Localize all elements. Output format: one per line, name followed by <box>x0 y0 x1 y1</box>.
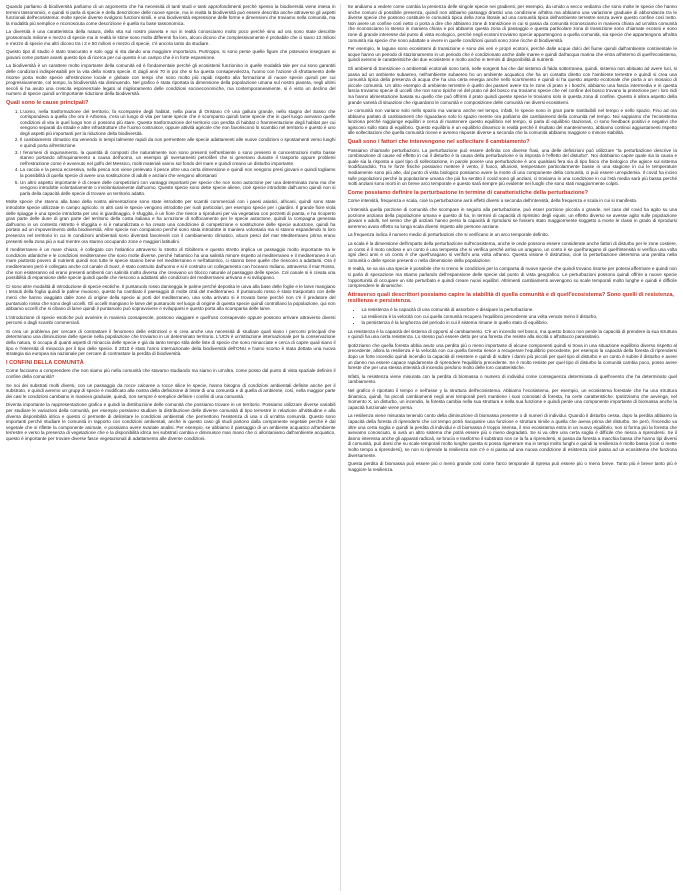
right-column <box>348 4 678 891</box>
paragraph: Il mediterraneo è un mare chiuso, è collegato con l'atlantico attraverso lo stretto di Gibilterra e questo stretto implica un passaggio molto importante tra le condizioni atlantiche e le condizioni mediterranee che sono molte diverse, perché l'atlantico ha una salinità minore rispetto al mediterraneo e il mediterraneo è un mare piuttosto povero di nutrienti quindi non tutte le specie stanno bene nel mediterraneo e nell'atlantico, ci stanno bene quelle che riescono a adattarsi. Ora il mediterraneo però è collegato anche col canale di Suez, è stato costruito dall'uomo e si è costruito un collegamento con l'oceano Indiano, attraverso il mar Rosso, che non esisteranno ed erano presenti ambienti con salinità molto diversa che creavano un blocco naturale al passaggio delle specie. Col canale si è creata una possibilità di espansione delle specie quindi quelle che riescono a adattarsi alle condizioni del mediterraneo arrivano e si sviluppano. <box>6 247 336 281</box>
section-heading-causes: Quali sono le cause principali? <box>6 99 89 106</box>
paragraph: La frequenza indica il numero medio di perturbazioni che si verificano in un arco temporale definito. <box>347 232 549 238</box>
paragraph: La scala è la dimensione dell'impatto della perturbazione sull'ecosistema, anche le onde possono essere considerate anche fattori di disturbo per le zone costiere, un conto è il moto ondoso e un conto è una tempesta che si verifica perché arriva un uragano, un conto è se quell'uragano di quell'intensità si verifica una volta ogni dieci anni e un conto è che quell'uragano si verifichi una volta all'anno. Questa visione è distruttiva, cioè la perturbazione determina una perdita nella comunità o delle specie presenti o nella dimensione della popolazione. <box>347 240 677 263</box>
paragraph: Quando parliamo di biodiversità parliamo di un argomento che ha necessità di tanti studi e tanti approfondimenti perché spesso la biodiversità viene intesa in termini tassonomici, e quindi si parla di specie e della descrizione delle nuove specie, ma in realtà la biodiversità può essere descritta anche attraverso gli aspetti funzionali dell'ecosistema: molte specie diverse svolgono funzioni simili, e una biodiversità espressione delle forme e dimensioni che troviamo nella comunità, ma la modalità più semplice e riconosciuta come descrizione è quella su base tassonomica. <box>6 4 336 26</box>
paragraph: Infatti, la resistenza viene misurata con la perdita di biomassa o numero di individui come conseguenza determinata di quell'evento che ha determinato quel cambiamento. <box>347 373 677 385</box>
section-heading-stability: Attraverso quali descrittori possiamo capire la stabilità di quella comunità e di quell'ecosistema? Sono quelli di resistenza, resilienza e persistenza. <box>347 291 674 305</box>
paragraph: Ci sono altre modalità di introduzione di specie esotiche. Il puntaruolo rosso danneggia le palme perché deposita le uova alla base delle foglie e le larve mangiano i tessuti della foglia quindi le palme muoiono, questo ha cambiato il paesaggio di molte città del mediterraneo. Il puntaruolo rosso è stato trasportato con delle merci che hanno viaggiato dalle zone di origine della specie ai porti del mediterraneo, una volta arrivato si è trovato bene perché non c'è il predatore del puntaruolo rosso che sono degli uccelli. Gli uccelli mangiano le larve del puntaruolo nel luogo di origine di questa specie quindi controllano la popolazione, qui non abbiamo uccelli che si cibano di larve quindi il puntaruolo può sopravvivere e svilupparsi e questo porta alla scomparsa delle larve. <box>6 283 336 312</box>
paragraph: Gli ambienti di transizione o ambientali ecotonali sono tanti, nelle sorgenti hai che dal sistema di falda sotterranea, quindi, sistema non abituato ad avere luci, si passa ad un ambiente subaereo, nell'ambiente subaereo ho un ambiente acquatico che ha un contatto diretto con l'ambiente terrestre e quindi si crea una comunità tipica della presenza di acqua che ha una certa energia anche nello scorrimento e quindi si ha questo aspetto ecotonale che porta a un mosaico di piccole comunità. Un altro esempio di ambiente terrestre è quello dei passeri avere tra le zone di prato e i boschi, abbiamo una fascia intermedia e in questa fascia troviamo specie di uccelli che non sono tipiche né del prato né del bosco ma troviamo specie che nel confine del bosco trovano la protezione per i loro nidi ma hanno alimentazione basata su quello che può offrirmi il prato quindi queste specie le troviamo solo in questa zona di confine. Questo è allora aspetto della grande varietà di situazioni che riguardano le comunità e composizione delle comunità nei diversi ecosistemi. <box>347 65 677 105</box>
paragraph: Le comunità non variano solo nello spazio ma variano anche nel tempo, infatti, le specie sono in gran parte sostituibili nel tempo e nello spazio. Fino ad ora abbiamo parlato di cambiamenti che riguardano solo lo spazio mentre ora parliamo dei cambiamenti della comunità nel tempo. Noi sappiamo che l'ecosistema funziona perché raggiunge equilibri e cerca di mantenere questo equilibrio nel tempo, si parla di equilibrio stazionari, ci sono feedback positivi e negativi che agiscono sullo stato di equilibrio. Questo equilibrio è un equilibrio dinamico in realtà perché il risultato del mantenimento, abbiamo continui aggiustamenti rispetto alle sollecitazioni che quella comunità riceve e avremo risposte diverse a seconda che la comunità abbiamo maggiore o minore stabilità. <box>347 108 677 136</box>
left-column <box>6 4 336 891</box>
paragraph: La resistenza è la capacità del sistema di opporsi al cambiamento. C'è un incendio nel bosco, ma questo bosco non perde la capacità di prendere la sua struttura e quindi ha una certa resistenza. Lo stesso può essere detto per una foresta che resiste alla siccità o all'attacco parassitario. <box>347 328 677 340</box>
paragraph: Molte specie che stanno alla base della nostra alimentazione sono state introdotte per scambi commerciali con i paesi asiatici, africani, quindi sono state introdotte specie utilizzate in campo agricolo. In altri casi le specie vengono introdotte per ruoli particolari, per esempio specie per i giardini. Il grande fiore viola delle spiagge è una specie introdotta per uso in giardinaggio, è sfuggita, è un fiore che riesce a riprodursi per via vegetativa con pezzetti di pianta, e ha ricoperto gran parte delle dune di gran parte del territorio della costa italiana e ha un'azione di soffocamento per le specie autoctone, quindi la compagna generata dall'uomo in un contesto ristretto è sfuggita e si è naturalizzata e ha creato una condizione di competizione e sostituzione delle specie autoctone, quindi ha portato ad un impoverimento della biodiversità. Altre specie non compaiono perché sono stata introdotte in maniera volontaria ma si stanno espandendo lo loro presenza nel territorio in cui le condizioni ambientali sono diventati favorevoli con il cambiamento climatico, alcuni pesci del mar Mediterraneo prima erano presenti nella zona più a sud mentre ora stanno occupando zone e maggiori latitudini. <box>6 199 336 244</box>
stability-list <box>348 307 678 326</box>
list-item: • La resistenza è la capacità di una comunità di assorbire o dissipare la perturbazione. <box>362 307 678 313</box>
paragraph: In realtà, se va via una specie è possibile che si creino le condizioni per la comparsa di nuove specie che quindi trovano risorse per poterai affermare e quindi non si parla di specazione ma stiamo parlando dell'espansione delle specie dal punto di vista geografico. Le perturbazioni possono quindi offrire a nuove specie l'opportunità di occupare un sito perturbato e quindi creare nuovi equilibri. Altrimenti cambiamenti avvengono su scale temporali molto lunghe e quindi è difficile comprendere le dinamiche. <box>347 266 677 289</box>
list-item: • la persistenza è la lunghezza del periodo in cui il sistema rimane in quello stato di equilibrio. <box>362 320 678 326</box>
paragraph: Questa perdita di biomassa può essere più o meno grande così come l'arco temporale di ripresa può essere più o meno breve. Tanto più è breve tanto più è maggiore la resilienza. <box>347 461 677 472</box>
list-item: • La resilienza è la velocità con cui quella comunità recupera l'equilibrio precedente una volta venuto meno il disturbo, <box>362 314 678 320</box>
paragraph: Questo tipo di studio è stato trascurato e solo oggi si sta dando una maggiore importanza. Purtroppo, si sono perse quelle figure che potevano insegnare ai giovani come portare avanti questo tipo di ricerca per cui questo è un campo che è in forte espansione. <box>6 49 336 60</box>
column-divider <box>340 4 341 891</box>
paragraph: Ipotizziamo che quella foresta abbia avuto una perdita più o meno importante di alcune componenti quindi si trova in una situazione equilibrio diverso rispetto al precedente, allora la resilienza è la velocità con cui quella foresta riesce a recuperare l'equilibrio precedente, per esempio la capacità della foresta di riprendersi dopo un forte incendio quindi incendio la capacità di resistere e quindi di subire i danni più piccoli per quel tipo di disturbo e un conto è subire il disturbo e avere un danno ma essere capace rapidamente di riprendere l'equilibrio precedente. Se è molto resiste per quel tipo di disturbo la comunità cambia poco, posso avere foreste che per una stessa intensità di incendio perdono molto delle loro caratteristiche. <box>347 342 677 371</box>
paragraph: La biodiversità è un carattere molto importante della comunità ed è fondamentale perché gli ecosistemi funzionino in quelle modalità tale per cui sono garantiti delle condizioni indispensabili per la vita della nostra specie. E dagli anni 70 in poi che si ha questa consapevolezza, l'uomo con l'azione di sfruttamento delle risorse porta molte specie all'estinzione locale e globale con tempi che sono molto più rapidi rispetto alla formazione di nuove specie quindi per cui progressivamente, col tempo, la biodiversità sta diminuendo. Nel grafico è stata riportata la dimensione della popolazione umana sul nostro pianeta, negli ultimi secoli si ha avuto una crescita esponenziale legato al miglioramento delle condizioni socioeconomiche, ma contemporaneamente, si è visto un declino del numero di specie quindi un'importante riduzione della biodiversità. <box>6 63 336 97</box>
paragraph: L'introduzione di specie esotiche può avvenire in maniera consapevole, possono viaggiare e quell'uso consapevole oppure possono arrivare attraverso diversi percorsi o dagli scambi commerciali. <box>6 314 336 326</box>
list-item: 1. L'uomo, nella trasformazione del territorio, fa scomparire degli habitat, nella piana di Oristano c'è una gallura grande, nello stagno del Sasso che corrispondeva a quella che ora è Arborea, c'era un luogo di vita per tante specie che è scomparso quindi tante specie che in quel luogo avevano quelle condizioni di vita in quel luogo non ci possono più stare. Questa trasformazione del territorio con perdita di habitat o frammentazione degli habitat per cui vengono separati da strade e altre infrastrutture che l'uomo costruisce, oppure attività agricole che non favoriscono lo scambio nel territorio e questo è uno degli aspetti più importanti per la riduzione della biodiversità. <box>20 109 336 137</box>
paragraph: La diversità è una caratteristica della natura, della vita sul nostro pianeta e noi in realtà conosciamo molto poco perché sino ad ora sono state descritte grossomodo milione e mezzo di specie ma in realtà le stime sono molto differenti fra loro, alcuni dicono che complessivamente è probabile che ci siano 13 milioni e mezzo di specie ma altri dicono tra i 3 e 50 milioni e mezzo di specie, c'è ancora tanto da studiare. <box>6 29 336 46</box>
paragraph: Si crea un problema per cercare di contrastare il fenomeno delle estinzioni e si crea anche una necessità di studiare quali siano i percorsi principali che determinano una diminuzione delle specie nella popolazione che troviamo in un determinato territorio. L'UCN è un'istituzione internazionale per la conservazione della natura, si occupa di quanti aspetti di minaccia delle specie e già da tanto tempo stila delle liste di specie che sono minacciate e cerca di capire quali siano il tipo e l'intensità di minaccia per il tipo delle specie. Il 2010 è stato l'anno internazionale della biodiversità dell'ONU e l'anno scorso è stata dettata una nuova strategia sia europea sia nazionale per cercare di contrastare la perdita di biodiversità. <box>6 328 336 357</box>
section-heading-factors: Quali sono i fattori che intervengono nel sollecitare il cambiamento? <box>347 139 530 146</box>
list-item: 3. I fenomeni di inquinamento, la quantità di composti che naturalmente non sono presenti nell'ambiente o sono presenti in concentrazioni molto basse stanno portando all'inquinamento a causa dell'uomo, un esempio gli sversamenti petroliferi che si generano durante il trasporto oppure problemi nell'estrazione come è avvenuto nel golfo del Messico, molti materiali vanno sul fondo del mare e quindi creano un disturbo importante. <box>20 150 336 167</box>
paragraph: Come intensità, frequenza e scala, cioè la perturbazione avrà effetti diversi a seconda dell'intensità, della frequenza e scala in cui si manifesta. <box>347 198 638 204</box>
paragraph: L'intensità quella porzione di comunità che scompare in seguito alla perturbazione, può esser porzione piccola o grande, nel caso del covid ha agito su una porzione anziana della popolazione umana e questo di ha, in termini di capacità di ripristino degli equini, un effetto diverso se avesse agito sulle popolazione giovani e adulti, nel senso che gli anziani hanno perso la capacità di riprodursi se fossero stato maggiormente soggetto a morte le classi in grado di riprodursi avremmo avuto effetto su lunga scala diversi rispetto alle persone anziane. <box>347 207 677 229</box>
paragraph: Come facciamo a comprendere che non siamo più nella comunità che stavamo studiando ma siamo in un'altra, come posso dal punto di vista spaziale definire il confine della comunità? <box>6 368 336 380</box>
list-item: 2. Il cambiamento climatico sta venendo in tempi talmente rapidi da non permettere alle specie adattamenti alle nuove condizioni o spostamenti verso luoghi e quindi porta all'estinzione. <box>20 137 336 148</box>
list-item: 4. La caccia e la pesca eccessiva, nella pesca non viene prelevato il pesce oltre una certa dimensione e quindi non vengono presi giovani e quindi togliamo la possibilità di quella specie di avere una sostituzione di adulti e anziani che vengono allontanati <box>20 167 336 178</box>
paragraph: Se andiamo a vedere come cambia la presenza delle singole specie nei gradienti, per esempio, da umido a secco vediamo che sono molte le specie che hanno anche comuni di possibile presenza, quindi non abbiamo passaggi drastici una condizione all'altra ma abbiamo una variazione graduale di abbondanza tra le diverse specie che possono costituire le comunità tipica della zona litorale ad una comunità tipica dell'ambiente terrestre senza avere questo confine così netto. Non avere un confine così netto ci porta a dire che abbiamo zone di transizione in cui si passa da comunità riconosciamo in maniera chiara ad un'altra comunità che riconosciamo lo stesso in maniera chiara e poi abbiamo questa zona di passaggio e questa particolare zona di transizione sono chiamate ecotoni e sono zone di grande interesse dal punto di vista ecologico, perché negli ecotoni troviamo specie appartengono a quella comunità, sia specie che appartengono all'altra comunità sia specie che sono adattate a vivere in quelle condizioni quindi sono zone ricche di biodiversità. <box>347 4 677 43</box>
section-heading-community: I CONFINI DELLA COMUNITÀ <box>6 359 84 366</box>
section-heading-perturbation: Come possiamo definire la perturbazione in termine di caratteristiche della perturbazione? <box>347 189 589 196</box>
paragraph: La resilienza viene misurata tenendo conto della diminuzione di biomassa presente o di numeri di individui. Quando il disturbo cessa, dopo la perdita abbiamo la capacità della foresta di riprendersi che col tempo potrà riacquisire una funzione e struttura simile a quella che aveva prima del disturbo. Se però, l'incendio va oltre una certa soglia e quindi la perdita di individui e di biomassa è troppo intensa, il mio ecosistema entra in un nuovo equilibrio, non si forma più la foresta che avevamo conosciuto, si avrà un altro sistema che potrà essere più o meno degradato. Se si va oltre una certa soglia è difficile che riesca a riprendersi. Se il danno interessa anche gli apparati radicali, se brucio e trasformo il substrato non ce la fa a riprendersi, si passa da foresta a macchia bassa che hanno tipi diversi di comunità, può darsi che su scale temporali molto lunghe questa si possa rigenerare ma in tempi molto lunghi e quindi la resilienza è molto bassa (cioè ci mette molto tempo a riprendersi), se non si riprende la resilienza non c'è e si passa ad una nuova condizione di esistenza cioè passa ad un ecosistema che funziona diversamente. <box>347 413 677 458</box>
list-item: 5. Un altro aspetto importante è di creare delle competizioni con vantaggi importanti per specie che non sono autoctone per una determinata zona ma che vengono introdotte volontariamente o involontariamente dall'uomo. Queste specie sono dette specie aliene, cioè specie introdotte dall'uomo quindi non si parla della capacità delle specie di trovare un territorio adatto. <box>20 180 336 197</box>
paragraph: Per esempio, le lagune sono ecosistemi di transizione e sono dei veri e propri ecotoni, perché dalle acque dolci del fiume quindi dall'ambiente continentale le acque hanno un periodo di stazionamento in un periodo che è condizionato anche dalle maree e quindi dall'acqua marina che entra all'interno di quell'ecosistema, quindi avremo le caratteristiche dei due ecosistemi e molto anche in termini di disponibilità di nutrienti. <box>347 46 677 63</box>
paragraph: Possiamo chiamarle perturbazioni. La perturbazione può essere definita con diverse frasi, una delle definizioni può utilizzare "la perturbazione descrive la combinazione di cause ed effetto in cui il disturbo è la causa della perturbazione e la risposta è l'effetto del disturbo". Noi dobbiamo capire quale sia la causa e quale sia la risposta a quel tipo di sollecitazione, in parole povere una perturbazione è uno qualsiasi fera sia di tipo fisico che biologico che agisce sul sistema modificandolo. Tra le forze fisiche possiamo mettere il vento, il fuoco, alluvioni, temperature particolarmente basse in una stagione in cui le temperature mediamente sono più alte, dal punto di vista biologico possiamo avere la morte di una componente della comunità, ci può essere un'epidemia. Il covid ha inciso sulle popolazioni perché la popolazione umana che più ha sentito il covid sono gli anziani, ci troviamo in una condizione in cui l'età media sarà più bassa perché molti anziani sono morti in un breve arco temporale e questo sarà sempre più evidente nei luoghi che sono stati maggiormente colpiti. <box>347 147 677 187</box>
paragraph: Nel grafico è riportato il tempo e nell'asse y la struttura dell'ecosistema. Abbiamo l'ecosistema, per esempio, un ecosistema forestale che ha una struttura dinamica, quindi, ha piccoli cambiamenti negli anni temporali però mantiene i suoi connotati di foresta, ha certe caratteristiche. Ipotizziamo che avvenga, nel momento X, un disturbo, un incendio, la foresta cambia nella sua struttura e nella sua funzione e quindi perde una componente importante di biomassa anche la capacità funzionale viene persa. <box>347 388 677 410</box>
paragraph: Se noi dei substrati molti diversi, con un passaggio da rocce calcaree a rocce silice le specie, hanno bisogno di condizioni ambientali definite anche per il substrato, e quindi avremo un grupp di specie è modificato alla nostra della definizione di limite di una comunità e di quella di ambiente, così, nella maggior parte dei casi le condizioni cambiano in maniera graduale, quindi, non sempre è semplice definire i confini di una comunità. <box>6 382 336 399</box>
paragraph: Diventa importante la rappresentazione grafica e quindi la distribuzione delle comunità che possiamo trovare in un territorio. Possiamo utilizzare diverse variabili per studiare le variazioni della comunità, per esempio possiamo studiare la distribuzione delle diverse comunità di tipo terrestre in relazione all'altitudine e alla diversa disponibilità idrica e questo ci permette di delimitare le condizioni ambientali che permettono l'esistenza di una o di un'altra comunità. Questo sono importanti perché studiare le comunità in rapporto con condizioni ambientali, anche in questo caso gli studi partono dalla componente vegetale perché è dal vegetale che si riflette la componente animale, e possiamo avere svariate analisi. Per esempio, se abbiamo il passaggio di un ambiente acquatico all'ambiente terrestre e verso la presenza di vegetazione che e la disponibilità idrica nei substrati cambia e diminuisce man mano che ci allontaniamo dall'ambiente acquatico, questo è importante per trovare diverse fasce vegetazionali di adattamento alle diverse condizioni. <box>6 402 336 441</box>
causes-list <box>6 109 336 197</box>
